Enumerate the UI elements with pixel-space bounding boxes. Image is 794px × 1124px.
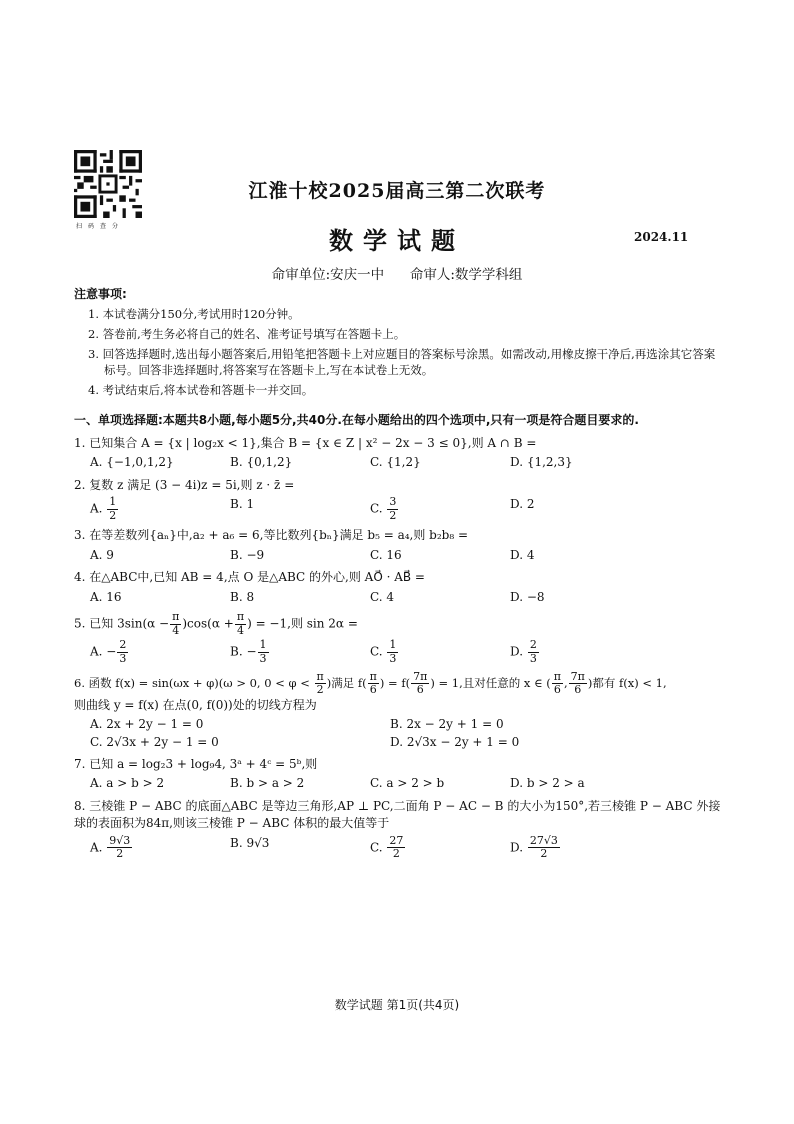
option-b: B. 8 — [230, 589, 255, 604]
option-d: D. 2 — [510, 497, 535, 512]
question-6 — [74, 671, 724, 751]
question-stem: 7. 已知 a = log₂3 + log₉4, 3ᵃ + 4ᶜ = 5ᵇ,则 — [74, 756, 318, 771]
option-d: D. {1,2,3} — [510, 455, 573, 470]
option-b: B. {0,1,2} — [230, 455, 293, 470]
options-row — [74, 454, 724, 471]
question-stem: 1. 已知集合 A = {x | log₂x < 1},集合 B = {x ∈ Z | x² − 2x − 3 ≤ 0},则 A ∩ B = — [74, 435, 537, 450]
option-a: A. a > b > 2 — [90, 776, 165, 791]
question-7 — [74, 756, 724, 793]
question-2 — [74, 477, 724, 523]
question-stem: 5. 已知 3sin(α − $\frac{\pi}{4}$ )cos(α + $\frac{\pi}{4}$ ) = −1,则 sin 2α = — [74, 609, 358, 637]
option-b: B. 9√3 — [230, 835, 270, 850]
qr-caption: 扫码查分 — [76, 223, 125, 230]
question-stem-line2: 则曲线 y = f(x) 在点(0, f(0))处的切线方程为 — [74, 697, 317, 712]
option-a: A. {−1,0,1,2} — [90, 455, 174, 470]
option-b: B. 1 — [230, 497, 255, 512]
option-d: D. $\frac{27√3}{2}$ — [510, 833, 558, 861]
authors-line: 命审单位:安庆一中 命审人:数学学科组 — [271, 267, 523, 283]
page-footer: 数学试题 第1页(共4页) — [334, 998, 460, 1012]
option-a: A. 2x + 2y − 1 = 0 — [90, 717, 204, 732]
option-a: A. 9 — [90, 547, 114, 562]
option-c: C. 2√3x + 2y − 1 = 0 — [90, 734, 219, 749]
options-row — [74, 639, 724, 665]
fraction: $\frac{\pi}{4}$ — [236, 609, 245, 637]
option-d: D. −8 — [510, 589, 545, 604]
option-c: C. $\frac{1}{3}$ — [370, 638, 397, 665]
notices-title: 注意事项: — [74, 287, 127, 301]
fraction: $\frac{\pi}{4}$ — [172, 609, 180, 637]
option-a: A. $\frac{9√3}{2}$ — [90, 833, 131, 861]
question-5 — [74, 611, 724, 666]
exam-date: 2024.11 — [634, 230, 689, 244]
option-c: C. $\frac{27}{2}$ — [370, 833, 404, 861]
notice-item: 2. 答卷前,考生务必将自己的姓名、准考证号填写在答题卡上。 — [88, 327, 406, 342]
exam-title: 江淮十校2025届高三第二次联考 — [248, 180, 546, 202]
question-1 — [74, 435, 724, 472]
question-8 — [74, 798, 724, 861]
question-stem: 2. 复数 z 满足 (3 − 4i)z = 5i,则 z · z̄ = — [74, 477, 295, 492]
question-3 — [74, 527, 724, 564]
question-stem: 8. 三棱锥 P − ABC 的底面△ABC 是等边三角形,AP ⊥ PC,二面角 P − AC − B 的大小为150°,若三棱锥 P − ABC 外接球的表面积为84π,则该三棱锥 P − ABC 体积的最大值等于 — [74, 798, 721, 831]
subject-title: 数学试题 — [329, 227, 465, 255]
option-c: C. a > 2 > b — [370, 776, 445, 791]
option-d: D. 4 — [510, 547, 535, 562]
fraction: $\frac{1}{2}$ — [109, 495, 117, 522]
option-c: C. 16 — [370, 547, 402, 562]
option-c: C. 4 — [370, 589, 395, 604]
fraction: $\frac{3}{2}$ — [389, 495, 397, 522]
option-b: B. −9 — [230, 547, 265, 562]
options-row — [74, 835, 724, 861]
option-b: B. 2x − 2y + 1 = 0 — [390, 717, 504, 732]
options-row — [74, 775, 724, 792]
option-c: C. $\frac{3}{2}$ — [370, 495, 397, 522]
option-d: D. b > 2 > a — [510, 776, 585, 791]
question-stem: 4. 在△ABC中,已知 AB = 4,点 O 是△ABC 的外心,则 AO⃗ · AB⃗ = — [74, 570, 425, 585]
option-a: A. − $\frac{2}{3}$ — [90, 638, 127, 665]
options-row — [74, 547, 724, 564]
section-heading: 一、单项选择题:本题共8小题,每小题5分,共40分.在每小题给出的四个选项中,只有一项是符合题目要求的. — [74, 412, 639, 427]
question-stem: 3. 在等差数列{aₙ}中,a₂ + a₆ = 6,等比数列{bₙ}满足 b₅ = a₄,则 b₂b₈ = — [74, 528, 469, 543]
question-stem: 6. 函数 f(x) = sin(ωx + φ)(ω > 0, 0 < φ < $\frac{\pi}{2}$ )满足 f( $\frac{\pi}{6}$ ) = f( $\frac{7\pi}{6}$ ) = 1,且对任意的 x ∈ ( $\frac{\pi}{6}$ , $\frac{7\pi}{6}$ )都有 f(x) < 1, — [74, 669, 667, 697]
option-d: D. $\frac{2}{3}$ — [510, 638, 537, 665]
exam-content — [74, 286, 724, 861]
option-a: A. 16 — [90, 589, 122, 604]
notice-item: 3. 回答选择题时,选出每小题答案后,用铅笔把答题卡上对应题目的答案标号涂黑。如需改动,用橡皮擦干净后,再选涂其它答案标号。回答非选择题时,将答案写在答题卡上,写在本试卷上无效。 — [88, 346, 716, 378]
option-a: A. $\frac{1}{2}$ — [90, 495, 117, 522]
question-4 — [74, 569, 724, 606]
notice-item: 4. 考试结束后,将本试卷和答题卡一并交回。 — [88, 383, 314, 398]
notice-item: 1. 本试卷满分150分,考试用时120分钟。 — [88, 307, 300, 322]
options-row — [74, 589, 724, 606]
options-row — [74, 496, 724, 522]
option-b: B. b > a > 2 — [230, 776, 305, 791]
option-d: D. 2√3x − 2y + 1 = 0 — [390, 734, 520, 749]
option-c: C. {1,2} — [370, 455, 421, 470]
options-grid — [74, 716, 724, 751]
option-b: B. − $\frac{1}{3}$ — [230, 638, 267, 665]
